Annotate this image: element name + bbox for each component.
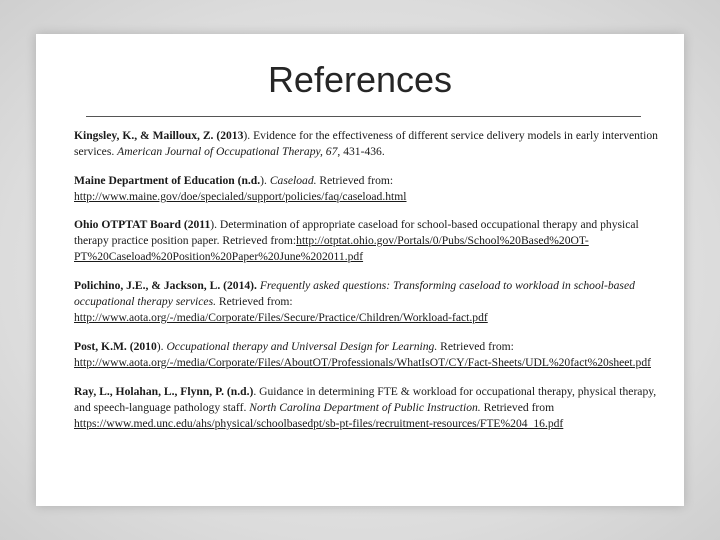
reference-text: ).	[260, 174, 270, 187]
reference-author: Ohio OTPTAT Board (2011	[74, 218, 211, 231]
reference-item	[74, 339, 664, 371]
slide	[36, 34, 684, 506]
reference-item	[74, 217, 664, 265]
reference-item	[74, 384, 664, 432]
reference-item	[74, 128, 664, 160]
reference-title: Caseload.	[269, 174, 317, 187]
reference-item	[74, 173, 664, 205]
reference-title: North Carolina Department of Public Instruction.	[249, 401, 481, 414]
reference-link[interactable]: https://www.med.unc.edu/ahs/physical/schoolbasedpt/sb-pt-files/recruitment-resources/FTE%204_16.pdf	[74, 417, 564, 430]
reference-author: Post, K.M. (2010	[74, 340, 157, 353]
reference-pages: , 431-436.	[337, 145, 385, 158]
title-divider	[86, 116, 641, 117]
reference-author: Kingsley, K., & Mailloux, Z. (2013	[74, 129, 244, 142]
reference-text: ). Evidence for the effectiveness of different service delivery models in early intervention services.	[74, 129, 658, 158]
reference-link[interactable]: http://www.aota.org/-/media/Corporate/Files/AboutOT/Professionals/WhatIsOT/CY/Fact-Sheets/UDL%20fact%20sheet.pdf	[74, 356, 651, 369]
reference-retrieved: Retrieved from:	[437, 340, 514, 353]
reference-retrieved: Retrieved from	[480, 401, 555, 414]
reference-link[interactable]: http://otptat.ohio.gov/Portals/0/Pubs/School%20Based%20OT-PT%20Caseload%20Position%20Paper%20June%202011.pdf	[74, 234, 589, 263]
reference-text: . Guidance in determining FTE & workload for occupational therapy, physical therapy, and speech-language pathology staff.	[74, 385, 657, 414]
reference-text: ).	[156, 340, 167, 353]
slide-title: References	[267, 59, 453, 100]
reference-link[interactable]: http://www.aota.org/-/media/Corporate/Files/Secure/Practice/Children/Workload-fact.pdf	[74, 311, 488, 324]
reference-item	[74, 278, 664, 326]
reference-retrieved: Retrieved from:	[316, 174, 394, 187]
reference-author: Maine Department of Education (n.d.	[74, 174, 261, 187]
reference-text: ). Determination of appropriate caseload for school-based occupational therapy and physical therapy practice position paper. Retrieved from:	[74, 218, 639, 247]
reference-title: Frequently asked questions: Transforming caseload to workload in school-based occupational therapy services.	[74, 279, 635, 308]
reference-retrieved: Retrieved from:	[215, 295, 293, 308]
reference-author: Polichino, J.E., & Jackson, L. (2014).	[74, 279, 257, 292]
reference-title: Occupational therapy and Universal Design for Learning.	[166, 340, 438, 353]
reference-author: Ray, L., Holahan, L., Flynn, P. (n.d.)	[74, 385, 254, 398]
reference-list	[74, 128, 664, 445]
reference-journal: American Journal of Occupational Therapy, 67	[117, 145, 338, 158]
reference-link[interactable]: http://www.maine.gov/doe/specialed/support/policies/faq/caseload.html	[74, 190, 407, 203]
